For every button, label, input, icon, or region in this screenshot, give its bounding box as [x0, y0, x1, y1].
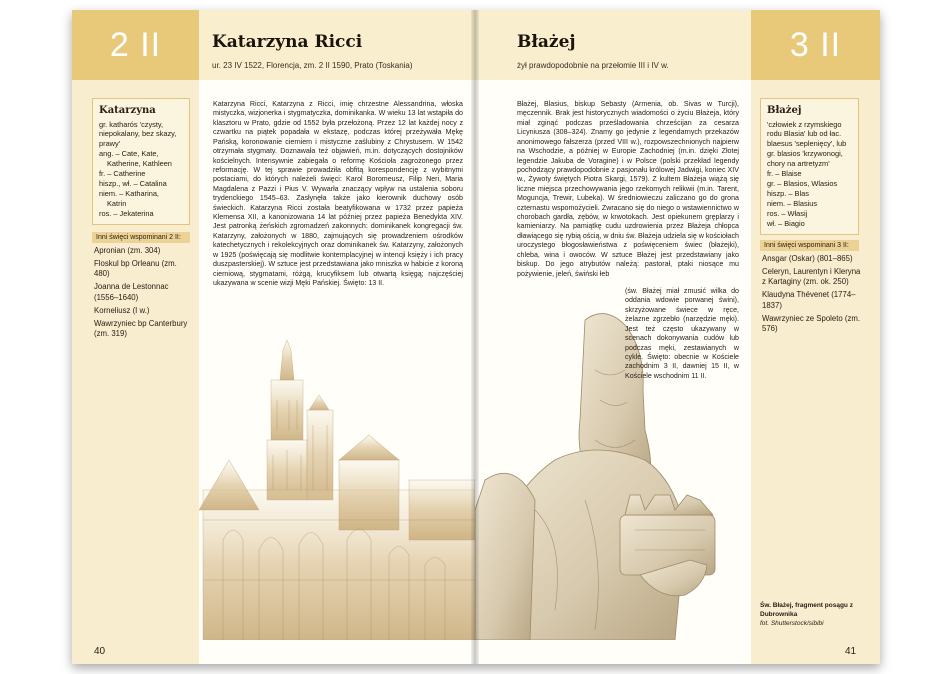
left-page	[72, 10, 475, 664]
right-others-list	[762, 254, 862, 337]
other-saint: Floskul bp Orleanu (zm. 480)	[94, 259, 177, 279]
right-name-line: hiszp. – Blas	[767, 189, 809, 199]
other-saint: Apronian (zm. 304)	[94, 246, 161, 255]
left-page-number: 40	[94, 646, 106, 657]
right-page-subtitle: żył prawdopodobnie na przełomie III i IV w.	[517, 61, 669, 70]
right-others-heading: Inni święci wspominani 3 II:	[760, 240, 859, 251]
left-name-line: ang. – Cate, Kate,	[99, 149, 159, 159]
right-name-line: wł. – Biagio	[767, 219, 805, 229]
right-page	[475, 10, 880, 664]
left-name-line: niem. – Katharina,	[99, 189, 159, 199]
right-name-box	[760, 98, 859, 235]
left-others-heading: Inni święci wspominani 2 II:	[92, 232, 190, 243]
right-page-title: Błażej	[517, 32, 576, 52]
other-saint: Celeryn, Laurentyn i Kleryna z Kartaginy (zm. ok. 250)	[762, 267, 861, 287]
right-name-line: fr. – Blaise	[767, 169, 802, 179]
right-body-paragraph: Błażej, Blasius, biskup Sebasty (Armenia, ob. Sivas w Turcji), męczennik. Brak jest historycznych wiadomości o życiu Błażeja, który miał zginąć podczas prześladowania chrześcijan za cesarza Licyniusza (308–324). Znamy go jedynie z legendarnych przekazów anonimowego fałszerza (przed VIII w.), rozpowszechnionych najpierw na Wschodzie, a później w Europie Zachodniej (m.in. dzięki Złotej legendzie Jakuba de Voragine) i w Polsce (polski przekład legendy pochodzący prawdopodobnie z pasjonału królowej Jadwigi, koniec XIV w., Żywoty świętych Piotra Skargi, 1579). Z kultem Błażeja wiążą się liczne miejsca przechowywania jego rzekomych relikwii (m.in. Tarent, Moguncja, Trewir, Lubeka). W średniowieczu zaliczano go do grona czternastu wspomożycieli. Zwracano się do niego o wstawiennictwo w chorobach gardła, zębów, w krwotokach. Jest opiekunem gręplarzy i kamieniarzy. Na pamiątkę cudu uzdrowienia przez Błażeja chłopca dławiącego się rybią ością, w dniu św. Błażeja udziela się w kościołach uroczystego błogosławieństwa z poświęceniem świec (błażejki), chleba, wina i owoców. W sztuce Błażej jest przedstawiany jako biskup. Do jego atrybutów należą: pastorał, ptaki niosące mu pożywienie, jeleń, świński łeb	[517, 100, 739, 278]
right-name-line: 'człowiek z rzymskiego	[767, 119, 842, 129]
left-name-heading: Katarzyna	[99, 105, 156, 116]
other-saint: Joanna de Lestonnac (1556–1640)	[94, 282, 169, 302]
caption-text: Św. Błażej, fragment posągu z Dubrownika	[760, 602, 853, 618]
left-page-title: Katarzyna Ricci	[212, 32, 363, 52]
right-page-number: 41	[845, 646, 857, 657]
left-name-line: Katherine, Kathleen	[107, 159, 172, 169]
left-others-list	[94, 246, 194, 342]
right-name-line: blaesus 'seplenięcy', lub	[767, 139, 847, 149]
left-body-text	[213, 100, 463, 350]
left-name-box	[92, 98, 190, 225]
right-title-band	[475, 10, 751, 80]
left-name-line: niepokalany, bez skazy,	[99, 129, 177, 139]
right-name-line: rodu Blasia' lub od łac.	[767, 129, 842, 139]
right-body-wrap-text	[625, 287, 739, 407]
other-saint: Korneliusz (I w.)	[94, 305, 150, 315]
right-body-text	[517, 100, 739, 286]
other-saint: Wawrzyniec ze Spoleto (zm. 576)	[762, 313, 861, 333]
right-body-wrap-paragraph: (św. Błażej miał zmusić wilka do oddania wdowie porwanej świni), skrzyżowane świece w ręce, żelazne zgrzebło (narzędzie męki). Jest też często ukazywany w scenach dokonywania cudów lub podczas męki, zestawianych w cykle. Święto: obecnie w Kościele zachodnim 3 II, dawniej 15 II, w Kościele wschodnim 11 II.	[625, 287, 739, 380]
book-gutter	[471, 10, 479, 664]
left-page-subtitle: ur. 23 IV 1522, Florencja, zm. 2 II 1590, Prato (Toskania)	[212, 61, 413, 70]
right-name-line: ros. – Własij	[767, 209, 808, 219]
left-name-line: Katrin	[107, 199, 127, 209]
other-saint: Ansgar (Oskar) (801–865)	[762, 254, 853, 263]
right-date-badge: 3 II	[751, 10, 880, 80]
other-saint: Wawrzyniec bp Canterbury (zm. 319)	[94, 318, 188, 338]
cathedral-image	[199, 340, 475, 640]
left-name-line: gr. katharós 'czysty,	[99, 119, 164, 129]
left-name-line: prawy'	[99, 139, 121, 149]
left-date-badge: 2 II	[72, 10, 199, 80]
photo-credit: fot. Shutterstock/sibibi	[760, 619, 824, 627]
left-name-line: ros. – Jekaterina	[99, 209, 154, 219]
left-title-band	[199, 10, 475, 80]
left-name-line: fr. – Catherine	[99, 169, 146, 179]
right-name-heading: Błażej	[767, 105, 802, 116]
other-saint: Klaudyna Thévenet (1774–1837)	[762, 290, 856, 310]
right-name-line: chory na artretyzm'	[767, 159, 830, 169]
left-body-paragraph: Katarzyna Ricci, Katarzyna z Ricci, imię chrzestne Alessandrina, włoska mistyczka, wizjonerka i stygmatyczka, dominikanka. W wieku 13 lat wstąpiła do klasztoru w Prato, gdzie od 1552 była przełożoną. Przez 12 lat każdej nocy z czwartku na piątek popadała w ekstazę, podczas której przeżywała Mękę Pańską, koronowanie cierniem i mistyczne zaślubiny z Chrystusem. W 1542 otrzymała stygmaty. Doznawała też objawień, m.in. dotyczących dostojników kościelnych. Intensywnie zabiegała o reformę Kościoła zagrożonego przez reformację. W tej sprawie prowadziła obfitą korespondencję z wybitnymi postaciami, do których należeli święci: Karol Boromeusz, Filip Neri, Maria Magdalena z Pazzi i Pius V. Wywarła znaczący wpływ na ustalenia soboru trydenckiego 1545–63. Zasłynęła także jako kierownik duchowy osób świeckich. Katarzyna Ricci została beatyfikowana w 1732 przez papieża Klemensa XII, a kanonizowana 14 lat później przez papieża Benedykta XIV. Jest patronką żeńskich zgromadzeń zakonnych: dominikanek kongregacji św. Katarzyny, założonych w 1880, zajmujących się prowadzeniem ośrodków katechetycznych i rekolekcyjnych oraz dominikanek św. Katarzyny, założonych w 1925 (poświęcają się modlitwie kontemplacyjnej w intencji księży i ich pracy duszpasterskiej). W sztuce jest przedstawiana jako mniszka w habicie z koroną cierniową, stygmatami, różgą, krucyfiksem lub otwartą księgą; najczęściej ukazywana w scenie wizji Męki Pańskiej. Święto: 13 II.	[213, 100, 463, 288]
left-name-line: hiszp., wł. – Catalina	[99, 179, 167, 189]
book-spread	[72, 10, 880, 664]
right-name-line: niem. – Blasius	[767, 199, 818, 209]
image-caption	[760, 602, 870, 628]
right-name-line: gr. – Blasios, Wlasios	[767, 179, 838, 189]
right-name-line: gr. blasios 'krzywonogi,	[767, 149, 843, 159]
